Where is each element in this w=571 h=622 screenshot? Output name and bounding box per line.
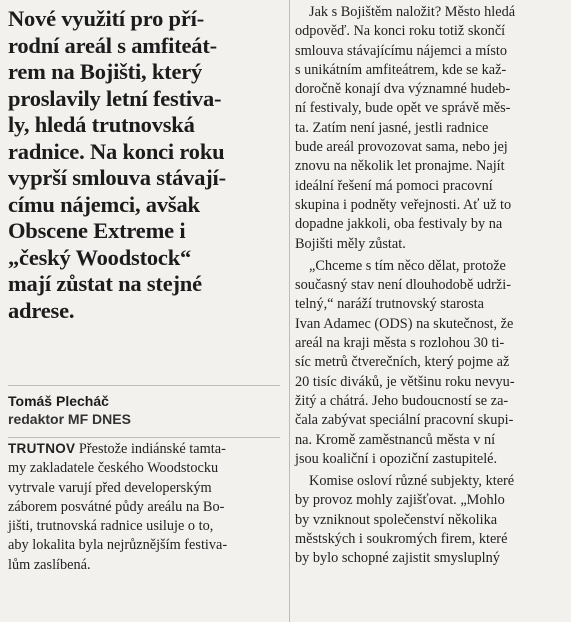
body-line: my zakladatele českého Woodstocku bbox=[8, 460, 219, 477]
body-line: ideální řešení má pomoci pracovní bbox=[295, 177, 493, 194]
body-line: záborem posvátné půdy areálu na Bo- bbox=[8, 498, 225, 515]
body-line bbox=[8, 439, 284, 459]
lead-paragraph bbox=[8, 6, 283, 324]
body-line: jišti, trutnovská radnice usiluje o to, bbox=[8, 518, 214, 535]
body-line: Komise osloví různé subjekty, které bbox=[309, 473, 515, 490]
body-line: Ivan Adamec (ODS) na skutečnost, že bbox=[295, 315, 514, 332]
body-line: ta. Zatím není jasné, jestli radnice bbox=[295, 119, 489, 136]
body-line: městských i soukromých firem, které bbox=[295, 531, 508, 548]
body-line: 20 tisíc diváků, je většinu roku nevyu- bbox=[295, 373, 515, 390]
body-line: na. Kromě zaměstnanců města v ní bbox=[295, 431, 496, 448]
lead-line: proslavily letní festiva- bbox=[8, 85, 222, 111]
body-line: areál na kraji města s rozlohou 30 ti- bbox=[295, 335, 505, 352]
author-name: Tomáš Plecháč bbox=[8, 393, 109, 409]
body-line: bude areál provozovat sama, nebo jej bbox=[295, 139, 508, 156]
column-divider bbox=[289, 0, 290, 622]
left-column bbox=[0, 0, 285, 622]
lead-line: Nové využití pro pří- bbox=[8, 6, 204, 31]
body-line: znovu na několik let pronajme. Najít bbox=[295, 158, 505, 175]
lead-line: „český Woodstock“ bbox=[8, 244, 192, 270]
body-line: telný,“ naráží trutnovský starosta bbox=[295, 296, 484, 313]
body-line: odpověď. Na konci roku totiž skončí bbox=[295, 23, 506, 40]
right-body-text bbox=[295, 3, 569, 569]
body-line: smlouva stávajícímu nájemci a místo bbox=[295, 42, 508, 59]
body-line: jsou koaliční i opoziční zastupitelé. bbox=[295, 450, 498, 467]
body-line: aby lokalita byla nejrůznějším festiva- bbox=[8, 537, 228, 554]
first-line-text: Přestože indiánské tamta- bbox=[75, 441, 226, 457]
body-line: síc metrů čtverečních, který pojme až bbox=[295, 354, 510, 371]
body-line: Bojišti měly zůstat. bbox=[295, 235, 406, 252]
body-line: žitý a chátrá. Jeho budoucností se za- bbox=[295, 392, 509, 409]
body-line: by provoz mohly zajišťovat. „Mohlo bbox=[295, 492, 505, 509]
lead-line: rem na Bojišti, který bbox=[8, 59, 203, 84]
lead-line: rodní areál s amfiteát- bbox=[8, 32, 217, 58]
body-line: Jak s Bojištěm naložit? Město hledá bbox=[309, 4, 516, 20]
lead-line: vyprší smlouva stávají- bbox=[8, 165, 226, 190]
body-line: s unikátním amfiteátrem, kde se kaž- bbox=[295, 61, 507, 78]
lead-line: radnice. Na konci roku bbox=[8, 138, 225, 164]
author-role: redaktor MF DNES bbox=[8, 411, 131, 427]
body-line: čala zabývat speciální pracovní skupi- bbox=[295, 412, 514, 429]
left-body-text bbox=[8, 439, 284, 575]
lead-line: adrese. bbox=[8, 297, 75, 323]
lead-line: címu nájemci, avšak bbox=[8, 191, 200, 217]
byline-divider bbox=[8, 385, 280, 386]
body-divider bbox=[8, 437, 280, 438]
lead-line: ly, hledá trutnovská bbox=[8, 112, 195, 137]
dateline: TRUTNOV bbox=[8, 441, 76, 456]
body-line: by bylo schopné zajistit smysluplný bbox=[295, 550, 500, 567]
body-line: vytrvale varují před developerským bbox=[8, 479, 212, 496]
body-line: současný stav není dlouhodobě udrži- bbox=[295, 277, 511, 294]
body-line: dopadne jakkoli, oba festivaly by na bbox=[295, 216, 503, 233]
lead-line: mají zůstat na stejné bbox=[8, 271, 202, 296]
body-line: lům zaslíbená. bbox=[8, 556, 91, 573]
lead-line: Obscene Extreme i bbox=[8, 218, 186, 243]
body-line: doročně konají dva významné hudeb- bbox=[295, 81, 511, 98]
body-line: „Chceme s tím něco dělat, protože bbox=[309, 257, 506, 274]
body-line: by vzniknout společenství několika bbox=[295, 511, 498, 528]
body-line: skupina i podněty veřejnosti. Ať už to bbox=[295, 196, 512, 213]
right-column bbox=[295, 0, 571, 622]
body-line: ní festivaly, bude opět ve správě měs- bbox=[295, 100, 511, 117]
